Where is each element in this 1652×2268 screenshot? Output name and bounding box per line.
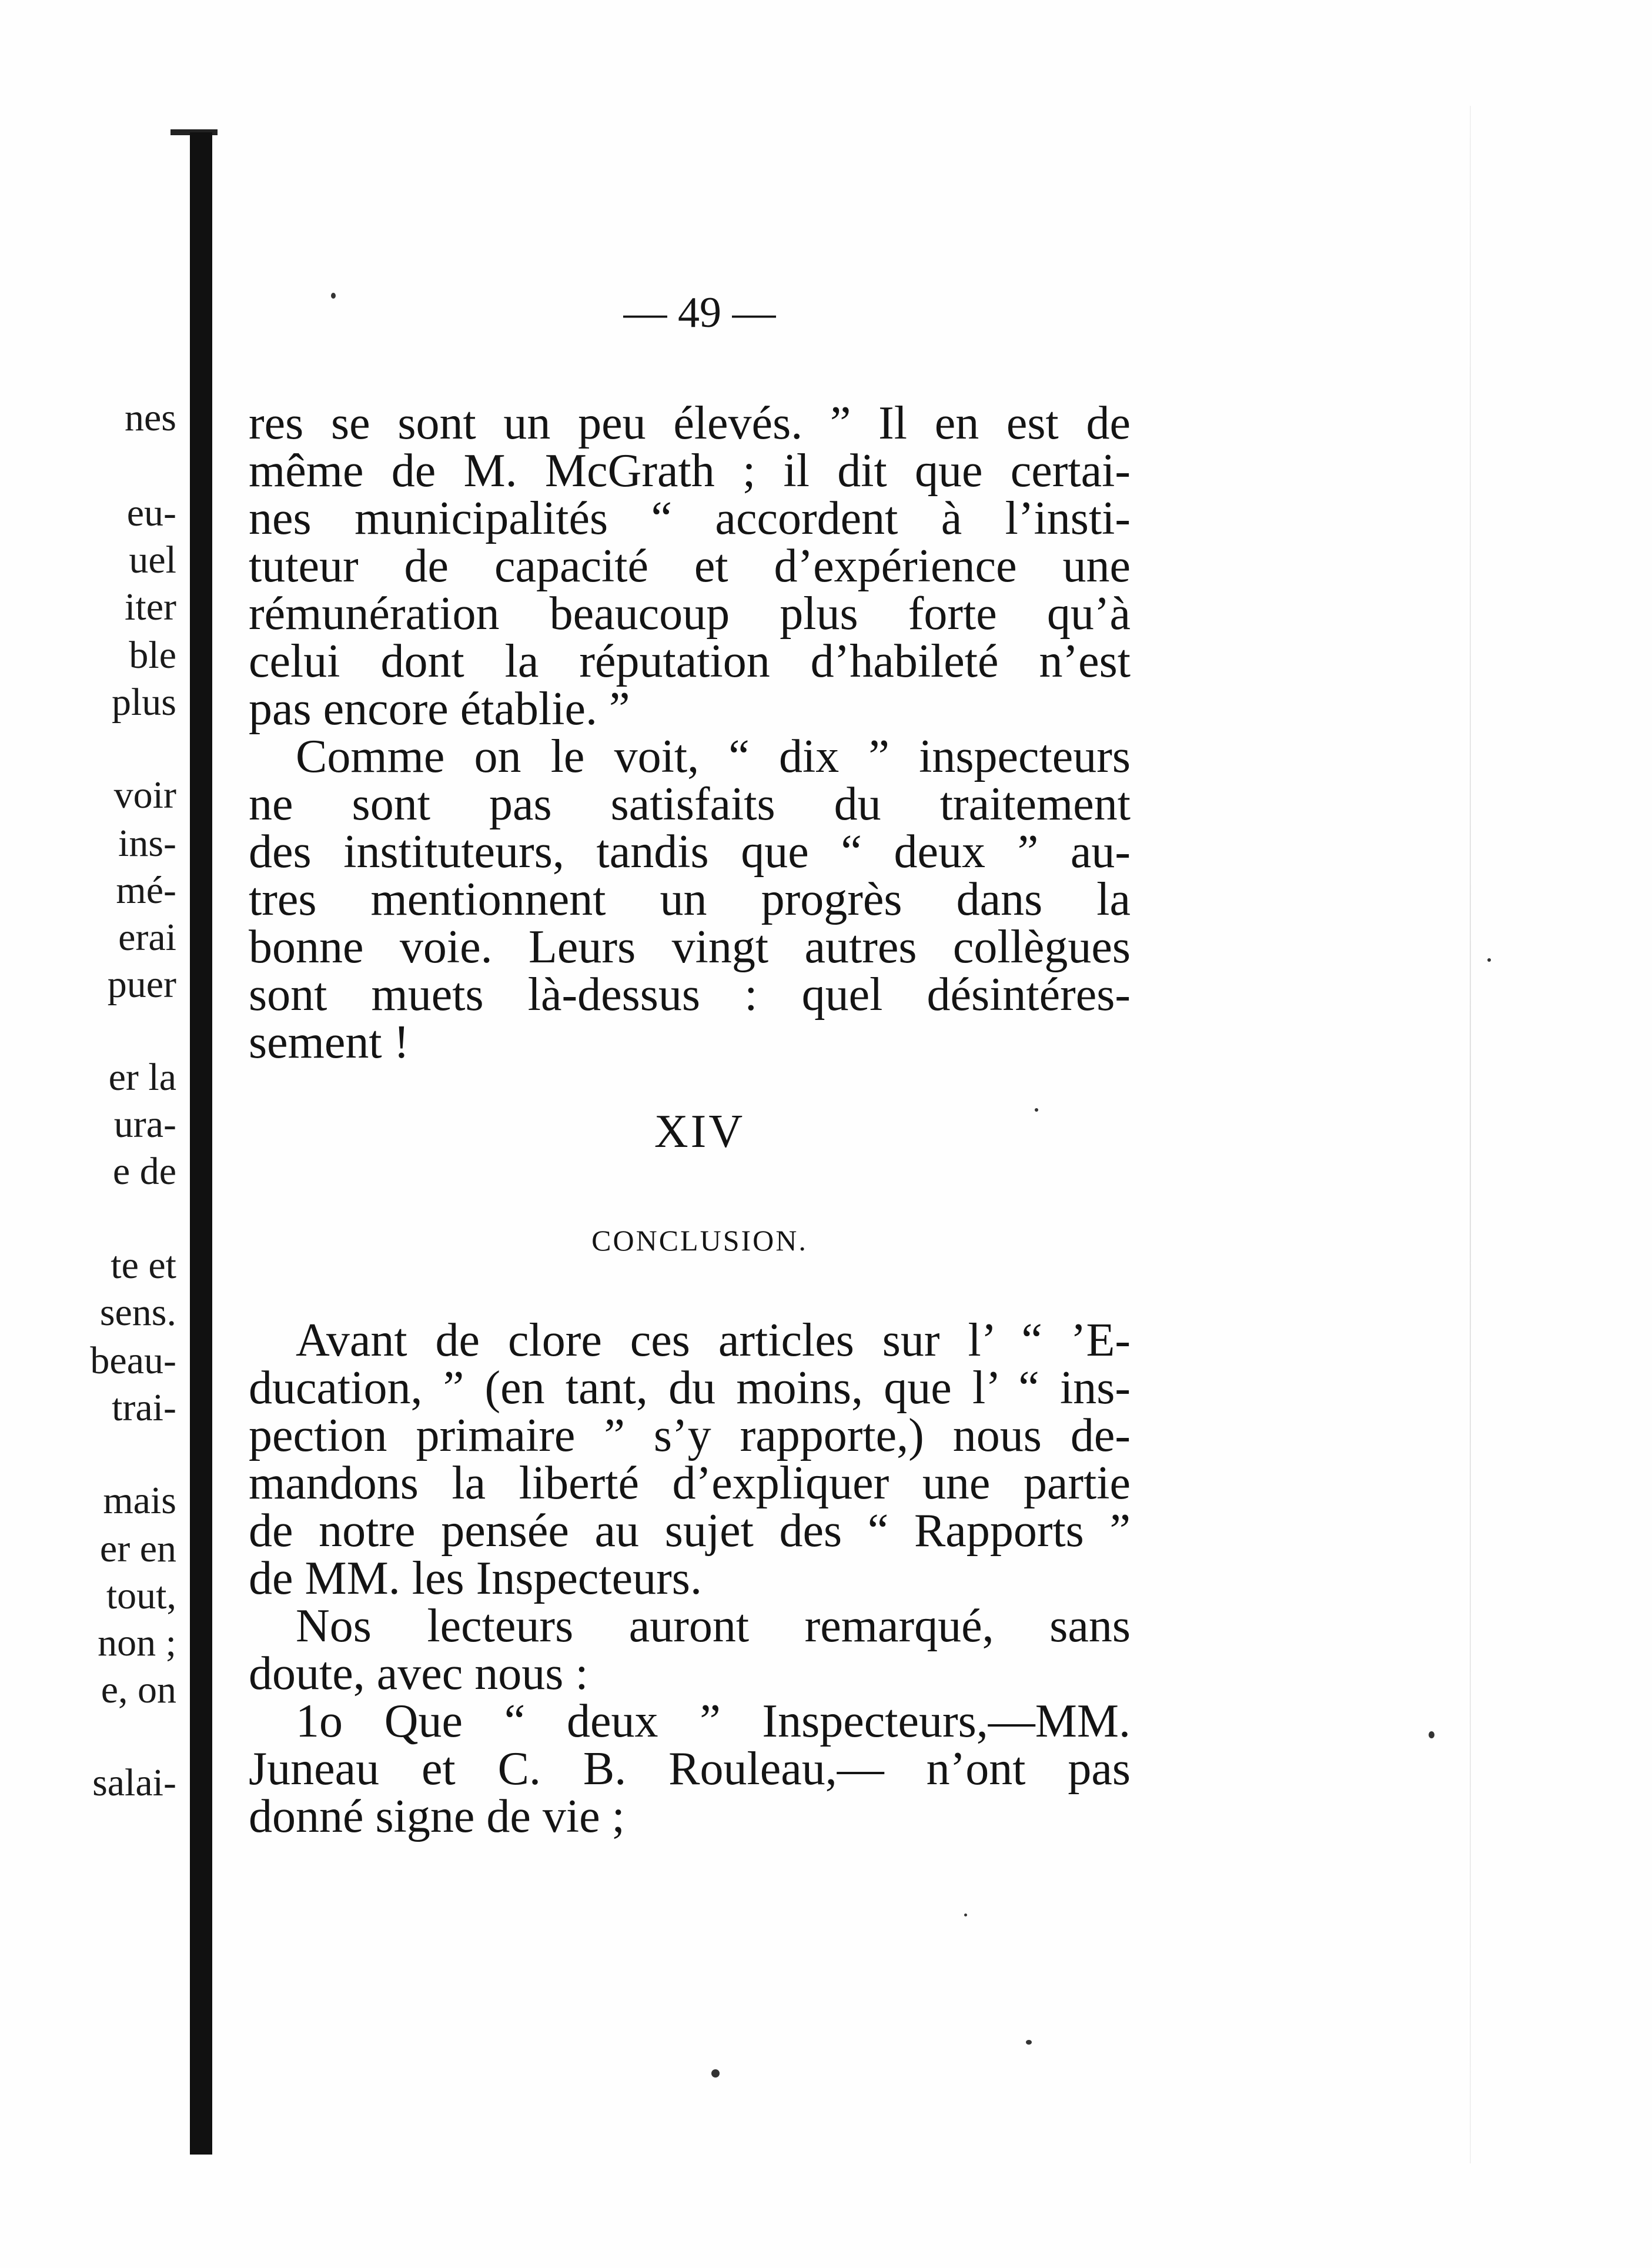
facing-fragment: te et [111,1244,176,1287]
facing-fragment: voir [113,774,176,817]
text-line: Comme on le voit, “ dix ” inspecteurs [296,731,1131,782]
text-line: bonne voie. Leurs vingt autres collègues [249,921,1131,973]
text-line: ne sont pas satisfaits du traitement [249,778,1131,830]
facing-fragment: e, on [101,1668,176,1711]
facing-fragment: mais [103,1479,176,1522]
facing-fragment: eu- [126,491,176,534]
text-line: 1o Que “ deux ” Inspecteurs,—MM. [296,1695,1131,1747]
facing-fragment: er la [108,1056,176,1099]
facing-fragment: ble [129,634,176,677]
paragraph-conclusion [249,1314,1131,1604]
text-line: celui dont la réputation d’habileté n’est [249,635,1131,687]
scan-speck [964,1914,967,1916]
text-line: de notre pensée au sujet des “ Rapports ” [249,1505,1131,1557]
scan-speck [711,2069,720,2078]
text-line: des instituteurs, tandis que “ deux ” au- [249,826,1131,878]
facing-fragment: non ; [98,1621,176,1664]
text-line: pas encore établie. ” [249,683,630,735]
text-line: sont muets là-dessus : quel désintéres- [249,969,1131,1021]
facing-fragment: puer [107,963,176,1006]
scan-speck [1429,1731,1434,1738]
facing-fragment: beau- [90,1339,176,1382]
text-line: sement ! [249,1016,410,1068]
facing-fragment: uel [129,538,176,581]
facing-fragment: tout, [106,1574,176,1617]
text-line: tuteur de capacité et d’expérience une [249,540,1131,592]
text-line: tres mentionnent un progrès dans la [249,874,1131,925]
facing-fragment: er en [99,1527,176,1570]
paragraph-readers [249,1600,1131,1700]
page-edge [1470,106,1471,2163]
text-line: nes municipalités “ accordent à l’insti- [249,493,1131,544]
text-line: donné signe de vie ; [249,1791,625,1842]
facing-fragment: e de [112,1150,176,1193]
facing-fragment: ins- [118,822,176,865]
facing-fragment: mé- [116,869,176,912]
paragraph-continued [249,397,1131,735]
facing-fragment: nes [125,396,176,439]
facing-fragment: salai- [92,1761,176,1804]
facing-fragment: plus [111,681,176,724]
scan-speck [331,293,336,299]
text-line: Juneau et C. B. Rouleau,— n’ont pas [249,1743,1131,1795]
page-number: — 49 — [623,289,776,337]
text-line: Avant de clore ces articles sur l’ “ ’E- [296,1314,1131,1366]
text-line: rémunération beaucoup plus forte qu’à [249,588,1131,640]
text-line: doute, avec nous : [249,1648,588,1700]
text-line: res se sont un peu élevés. ” Il en est de [249,397,1131,449]
text-line: mandons la liberté d’expliquer une partie [249,1457,1131,1509]
facing-page-column [24,0,176,2268]
facing-fragment: erai [118,916,176,959]
facing-fragment: ura- [113,1103,176,1146]
text-line: Nos lecteurs auront remarqué, sans [296,1600,1131,1652]
facing-fragment: sens. [99,1291,176,1334]
facing-fragment: trai- [112,1386,176,1429]
section-title: CONCLUSION. [591,1224,808,1257]
scan-speck [1026,2040,1032,2045]
text-line: ducation, ” (en tant, du moins, que l’ “ ins- [249,1362,1131,1414]
text-line: même de M. McGrath ; il dit que certai- [249,445,1131,497]
section-number: XIV [654,1106,745,1158]
binding-gutter [190,132,212,2155]
paragraph-list-item-1 [249,1695,1131,1842]
text-line: pection primaire ” s’y rapporte,) nous de- [249,1410,1131,1461]
text-line: de MM. les Inspecteurs. [249,1553,702,1604]
scan-speck [1035,1108,1038,1112]
paragraph-inspectors [249,733,1131,1066]
facing-fragment: iter [125,586,176,628]
scan-speck [1487,958,1491,962]
